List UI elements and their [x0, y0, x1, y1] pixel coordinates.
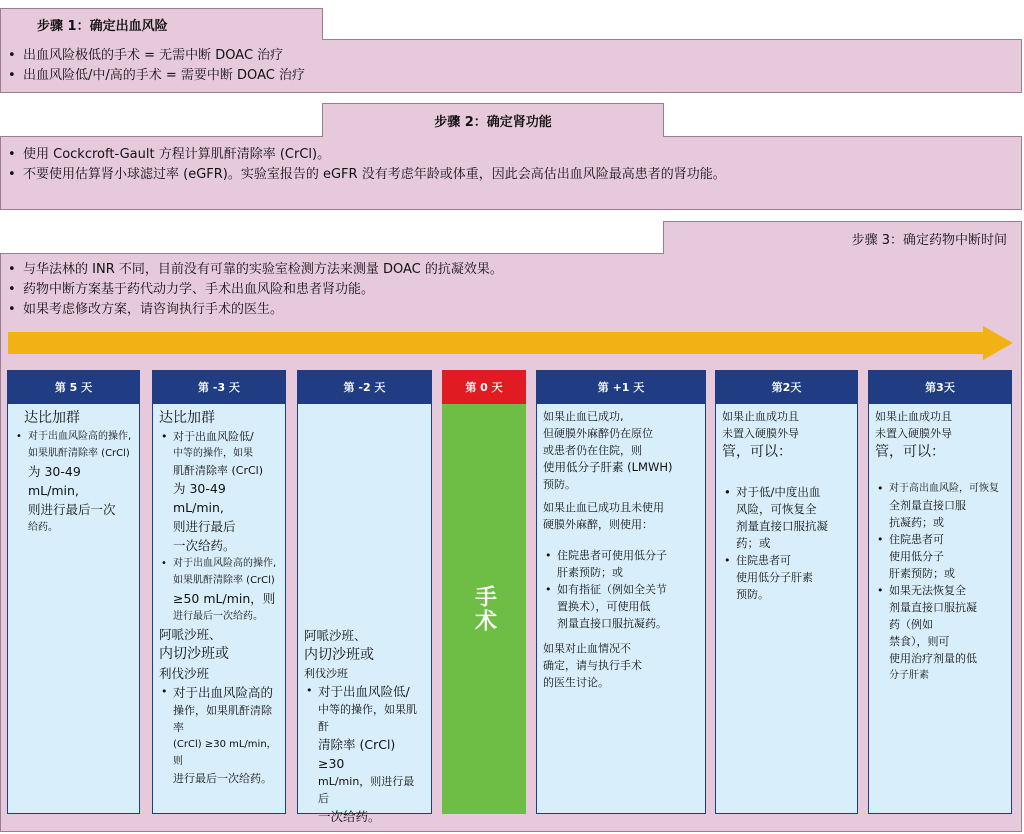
- day-header: 第3天: [868, 370, 1012, 404]
- line: 进行最后一次给药。: [173, 611, 263, 622]
- bullet-text: [14, 428, 133, 536]
- line: 如果肌酐清除率 (CrCl): [173, 575, 275, 586]
- line: 药；或: [736, 536, 771, 550]
- line: 使用低分子: [889, 550, 944, 563]
- line: • 如果无法恢复全: [889, 584, 966, 597]
- step1-panel: [0, 39, 1022, 93]
- bullet-text: [722, 552, 851, 603]
- line: • 对于出血风险高的操作,: [28, 431, 132, 442]
- column-day-plus-2: [715, 370, 858, 814]
- day-header: 第 +1 天: [536, 370, 706, 404]
- line: 剂量直接口服抗凝: [889, 601, 977, 614]
- day-header: 第2天: [715, 370, 858, 404]
- step3-bullet: • 如果考虑修改方案，请咨询执行手术的医生。: [1, 300, 1021, 320]
- step2-bullet: • 不要使用估算肾小球滤过率 (eGFR)。实验室报告的 eGFR 没有考虑年龄或体重，因此会高估出血风险最高患者的肾功能。: [1, 165, 1021, 185]
- line: 或患者仍在住院，则: [543, 444, 642, 457]
- line: 抗凝药；或: [889, 516, 944, 529]
- column-day-plus-3: [868, 370, 1012, 814]
- bullet-text: [722, 484, 851, 552]
- column-day-minus-3: [152, 370, 286, 814]
- drug-name: 内切沙班或: [159, 646, 229, 662]
- line: (CrCl) ≥30 mL/min，则: [173, 739, 277, 767]
- line: 药（例如: [889, 618, 933, 631]
- line: 肝素预防；或: [889, 567, 955, 580]
- step1-tab: [0, 8, 323, 40]
- line: 肌酐清除率 (CrCl): [173, 464, 264, 477]
- bullet-text: [875, 531, 1005, 582]
- line: 如果肌酐清除率 (CrCl): [28, 448, 130, 459]
- line: 风险，可恢复全: [736, 502, 817, 516]
- line: 为 30-49 mL/min,: [173, 481, 226, 515]
- line: • 如有指征（例如全关节: [557, 583, 667, 596]
- step2-list: [1, 145, 1021, 185]
- step3-list: [1, 260, 1021, 320]
- line: 中等的操作，如果: [173, 448, 253, 459]
- line: 置换术），可使用低: [557, 600, 651, 613]
- day-body: [7, 404, 140, 814]
- line: • 对于低/中度出血: [736, 485, 821, 499]
- day-body: [868, 404, 1012, 814]
- line: 全剂量直接口服: [889, 499, 966, 512]
- step2-title: 步骤 2：确定肾功能: [434, 115, 552, 130]
- line: • 对于出血风险低/: [318, 684, 410, 699]
- step2-tab: [322, 103, 664, 137]
- step3-tab: [663, 221, 1022, 254]
- bullet-text: [543, 547, 699, 581]
- day-body: [715, 404, 858, 814]
- line: 使用治疗剂量的低: [889, 652, 977, 665]
- bullet-text: [159, 683, 279, 787]
- spacer: [304, 408, 425, 626]
- line: 使用低分子肝素 (LMWH): [543, 460, 673, 474]
- drug-name: 达比加群: [159, 410, 215, 426]
- surgery-body: [442, 404, 526, 814]
- line: 如果止血已成功,: [543, 410, 624, 423]
- bullet-text: [875, 480, 1005, 531]
- day-header: 第 -2 天: [297, 370, 432, 404]
- step3-bullet: • 与华法林的 INR 不同，目前没有可靠的实验室检测方法来测量 DOAC 的抗凝效果。: [1, 260, 1021, 280]
- line: • 住院患者可: [889, 533, 944, 546]
- line: 剂量直接口服抗凝: [736, 519, 828, 533]
- line: 中等的操作，如果肌酐: [318, 703, 417, 733]
- line: 操作，如果肌酐清除率: [173, 704, 272, 734]
- step2-bullet: • 使用 Cockcroft-Gault 方程计算肌酐清除率 (CrCl)。: [1, 145, 1021, 165]
- step3-bullet: • 药物中断方案基于药代动力学、手术出血风险和患者肾功能。: [1, 280, 1021, 300]
- line: 如果止血已成功且未使用: [543, 501, 664, 514]
- step1-list: [1, 46, 1021, 86]
- column-day-minus-5: [7, 370, 140, 814]
- timeline-arrow-shape: [8, 326, 1013, 360]
- drug-name: 阿哌沙班、: [159, 627, 222, 642]
- bullet-text: [304, 682, 425, 826]
- line: 肝素预防；或: [557, 566, 623, 579]
- line: 禁食），则可: [889, 635, 950, 648]
- line: 的医生讨论。: [543, 676, 609, 689]
- line: 则进行最后一次: [28, 502, 116, 517]
- drug-name: 达比加群: [24, 410, 80, 426]
- drug-name: 利伐沙班: [159, 666, 210, 681]
- line: 如果止血成功且: [722, 410, 799, 423]
- line: ≥50 mL/min，则: [173, 591, 276, 606]
- line: 管，可以：: [722, 444, 792, 460]
- line: • 对于高出血风险，可恢复: [889, 483, 999, 494]
- spacer: [543, 632, 699, 640]
- bullet-text: [159, 428, 279, 555]
- line: • 住院患者可: [736, 554, 791, 567]
- step1-bullet: • 出血风险极低的手术 = 无需中断 DOAC 治疗: [1, 46, 1021, 66]
- line: 清除率 (CrCl) ≥30: [318, 737, 396, 771]
- line: 硬膜外麻醉，则使用：: [543, 518, 653, 531]
- step1-title: 步骤 1：确定出血风险: [37, 19, 168, 34]
- step1-bullet: • 出血风险低/中/高的手术 = 需要中断 DOAC 治疗: [1, 66, 1021, 86]
- step3-title: 步骤 3：确定药物中断时间: [851, 232, 1007, 248]
- bullet-text: [543, 581, 699, 632]
- day-body: [152, 404, 286, 814]
- line: 如果止血成功且: [875, 410, 952, 423]
- spacer: [543, 533, 699, 547]
- line: • 对于出血风险高的: [173, 685, 274, 700]
- step2-panel: [0, 136, 1022, 210]
- line: 管，可以：: [875, 444, 945, 460]
- column-day-minus-2: [297, 370, 432, 824]
- day-header: 第 5 天: [7, 370, 140, 404]
- day-body: [536, 404, 706, 814]
- line: 一次给药。: [318, 809, 381, 824]
- line: 未置入硬膜外导: [875, 427, 952, 440]
- bullet-text: [875, 582, 1005, 684]
- line: 进行最后一次给药。: [173, 772, 272, 785]
- day-header: 第 -3 天: [152, 370, 286, 404]
- drug-name: 阿哌沙班、: [304, 628, 367, 643]
- line: 分子肝素: [889, 670, 929, 681]
- line: 则进行最后: [173, 519, 236, 534]
- line: 预防。: [543, 478, 576, 491]
- day-body: [297, 404, 432, 824]
- spacer: [875, 462, 1005, 480]
- bullet-text: [159, 555, 279, 625]
- line: • 对于出血风险高的操作,: [173, 558, 277, 569]
- line: 如果对止血情况不: [543, 642, 631, 655]
- timeline-arrow: [8, 326, 1013, 360]
- line: 给药。: [28, 522, 58, 533]
- line: 剂量直接口服抗凝药。: [557, 617, 667, 630]
- column-day-0: [442, 370, 526, 814]
- column-day-plus-1: [536, 370, 706, 814]
- line: 未置入硬膜外导: [722, 427, 799, 440]
- line: 使用低分子肝素: [736, 571, 813, 584]
- line: 为 30-49 mL/min,: [28, 464, 81, 498]
- line: 一次给药。: [173, 538, 236, 553]
- surgery-label: 手术: [471, 585, 497, 633]
- drug-name: 利伐沙班: [304, 667, 348, 680]
- day-header: 第 0 天: [442, 370, 526, 404]
- line: 确定，请与执行手术: [543, 659, 642, 672]
- line: • 对于出血风险低/: [173, 430, 254, 443]
- line: 但硬膜外麻醉仍在原位: [543, 427, 653, 440]
- spacer: [722, 462, 851, 484]
- line: mL/min，则进行最后: [318, 775, 415, 805]
- drug-name: 内切沙班或: [304, 647, 374, 663]
- line: • 住院患者可使用低分子: [557, 549, 667, 562]
- line: 预防。: [736, 588, 769, 601]
